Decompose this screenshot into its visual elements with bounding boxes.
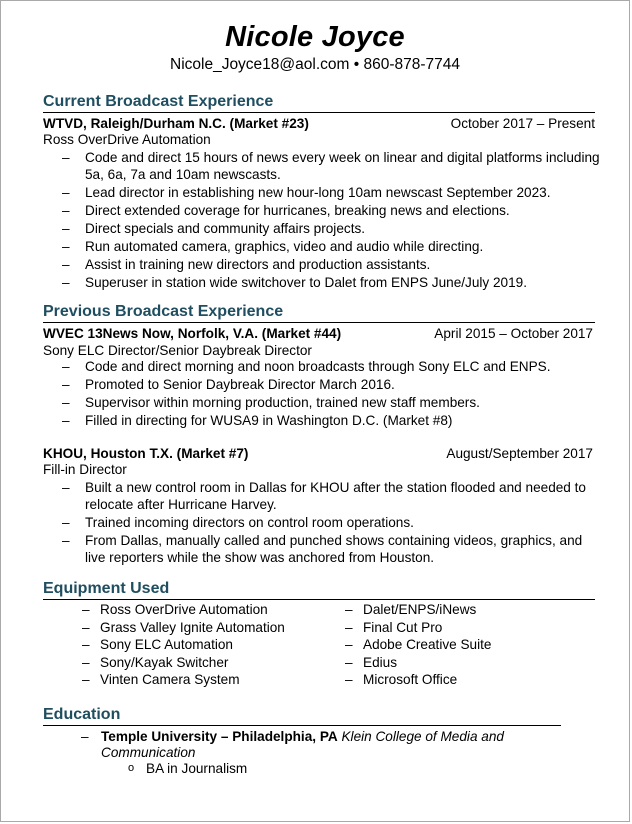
job-bullets-wvec — [43, 358, 603, 430]
job-employer: WVEC 13News Now, Norfolk, V.A. (Market #44) — [43, 326, 342, 341]
section-title-current: Current Broadcast Experience — [43, 93, 274, 110]
list-item: – Assist in training new directors and production assistants. — [43, 256, 603, 273]
list-item: – Trained incoming directors on control room operations. — [43, 514, 603, 531]
list-item: – Grass Valley Ignite Automation — [82, 619, 285, 637]
education-text — [81, 729, 541, 761]
section-rule-current — [43, 112, 595, 113]
job-header-khou — [43, 445, 593, 462]
list-item: – Code and direct 15 hours of news every week on linear and digital platforms including 5a, 6a, 7a and 10am newscasts. — [43, 149, 603, 183]
college-name: Klein College of Media and Communication — [101, 729, 504, 760]
list-item: – Direct specials and community affairs projects. — [43, 220, 603, 237]
school-name: Temple University – Philadelphia, PA — [101, 729, 338, 744]
list-item: – Built a new control room in Dallas for KHOU after the station flooded and needed to relocate after Hurricane Harvey. — [43, 479, 603, 513]
list-item: – Superuser in station wide switchover to Dalet from ENPS June/July 2019. — [43, 274, 603, 291]
section-rule-previous — [43, 322, 595, 323]
job-bullets-wtvd — [43, 149, 603, 292]
list-item: – Run automated camera, graphics, video and audio while directing. — [43, 238, 603, 255]
list-item: – Filled in directing for WUSA9 in Washington D.C. (Market #8) — [43, 412, 603, 429]
section-title-previous: Previous Broadcast Experience — [43, 303, 284, 320]
list-item: – Edius — [345, 654, 491, 672]
list-item: – From Dallas, manually called and punched shows containing videos, graphics, and live reporters while the show was anchored from Houston. — [43, 532, 603, 566]
section-title-education: Education — [43, 706, 121, 723]
list-item: – Code and direct morning and noon broadcasts through Sony ELC and ENPS. — [43, 358, 603, 375]
job-role: Ross OverDrive Automation — [43, 132, 211, 147]
section-title-equipment: Equipment Used — [43, 580, 170, 597]
job-bullets-khou — [43, 479, 603, 567]
degree-bullet: o — [128, 762, 135, 774]
job-header-wvec — [43, 325, 593, 342]
list-item: – Dalet/ENPS/iNews — [345, 601, 491, 619]
list-item: – Supervisor within morning production, trained new staff members. — [43, 394, 603, 411]
job-header-wtvd — [43, 115, 595, 132]
list-item: – Adobe Creative Suite — [345, 636, 491, 654]
list-item: – Sony ELC Automation — [82, 636, 285, 654]
job-employer: KHOU, Houston T.X. (Market #7) — [43, 446, 249, 461]
equipment-list-left — [82, 601, 285, 689]
section-rule-education — [43, 725, 561, 726]
list-item: – Ross OverDrive Automation — [82, 601, 285, 619]
section-rule-equipment — [43, 599, 595, 600]
education-dash: – — [81, 729, 89, 744]
job-employer: WTVD, Raleigh/Durham N.C. (Market #23) — [43, 116, 309, 131]
equipment-list-right — [345, 601, 491, 689]
education-entry — [81, 729, 541, 761]
candidate-name: Nicole Joyce — [225, 21, 405, 53]
degree-name: BA in Journalism — [146, 761, 248, 776]
list-item: – Microsoft Office — [345, 671, 491, 689]
job-role: Fill-in Director — [43, 462, 127, 477]
list-item: – Lead director in establishing new hour-long 10am newscast September 2023. — [43, 184, 603, 201]
job-dates: August/September 2017 — [446, 446, 593, 461]
list-item: – Promoted to Senior Daybreak Director March 2016. — [43, 376, 603, 393]
list-item: – Sony/Kayak Switcher — [82, 654, 285, 672]
list-item: – Final Cut Pro — [345, 619, 491, 637]
list-item: – Vinten Camera System — [82, 671, 285, 689]
list-item: – Direct extended coverage for hurricanes, breaking news and elections. — [43, 202, 603, 219]
contact-line: Nicole_Joyce18@aol.com • 860-878-7744 — [170, 56, 460, 73]
job-dates: October 2017 – Present — [450, 116, 595, 131]
degree-entry — [128, 761, 247, 776]
job-role: Sony ELC Director/Senior Daybreak Director — [43, 343, 312, 358]
job-dates: April 2015 – October 2017 — [434, 326, 593, 341]
